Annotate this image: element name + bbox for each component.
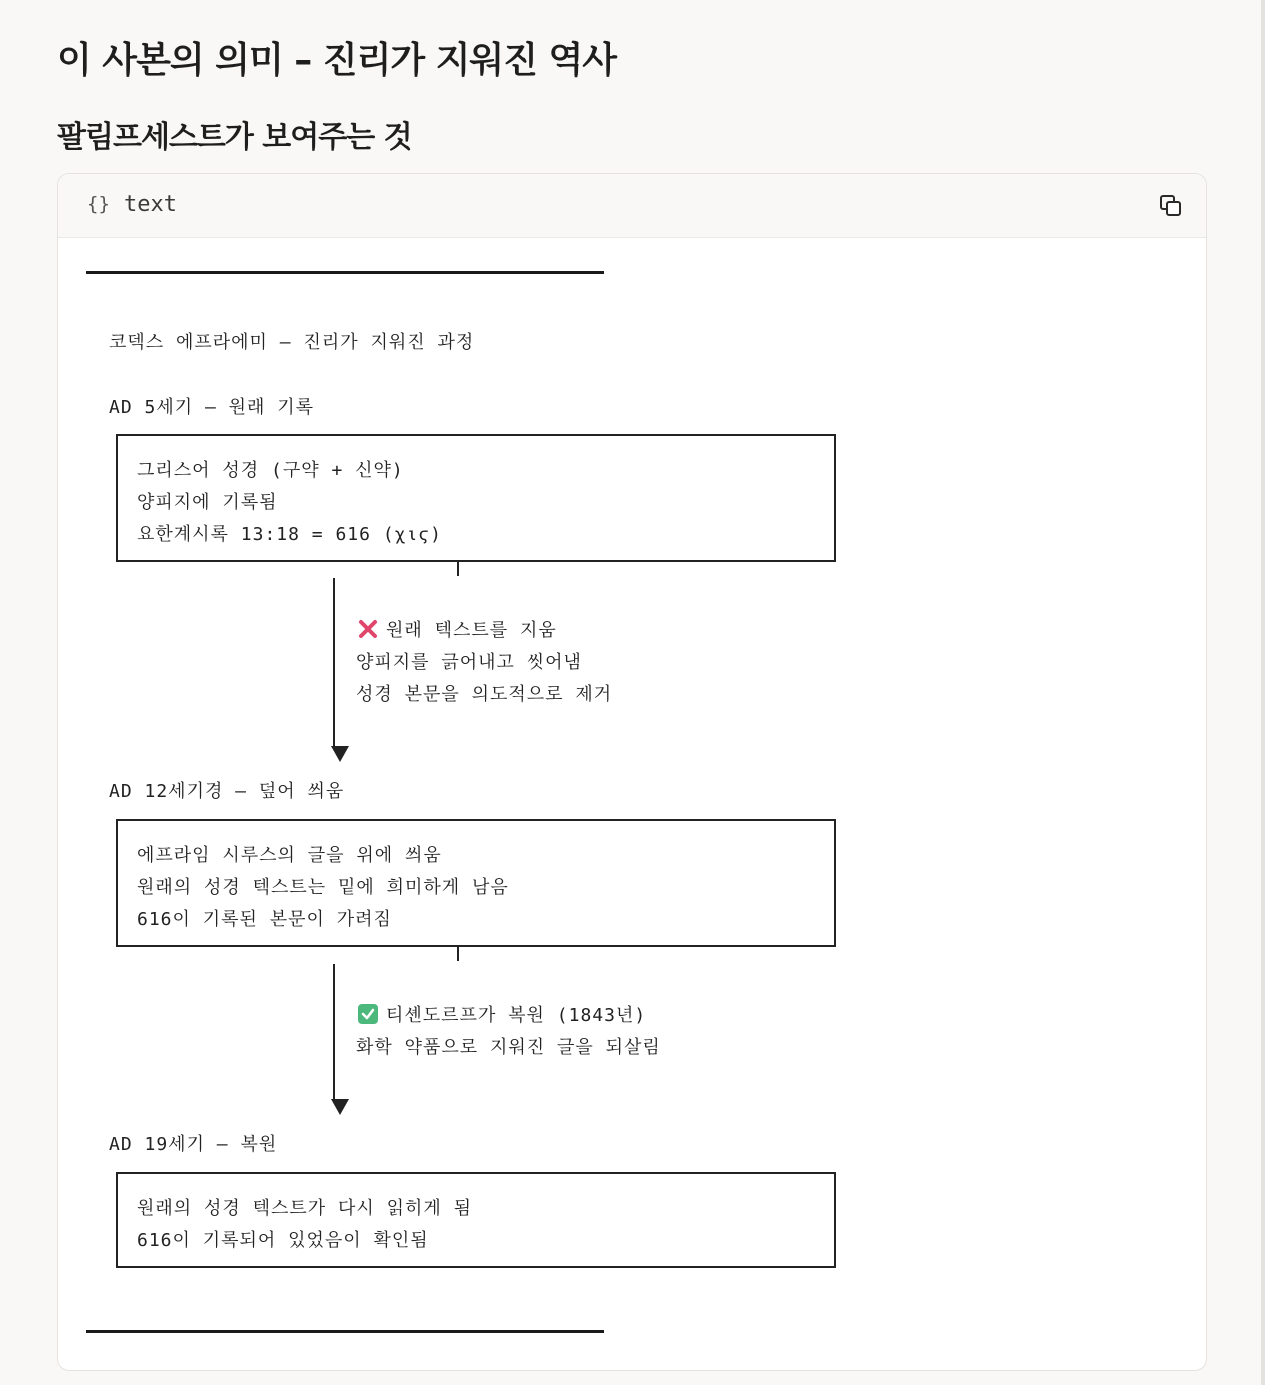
copy-icon: [1158, 193, 1184, 219]
box-connector-tick: [457, 947, 459, 961]
stage2-line: 616이 기록된 본문이 가려짐: [137, 909, 392, 930]
flow-arrow-line: [333, 964, 335, 1099]
stage2-label: AD 12세기경 – 덮어 씌움: [109, 781, 345, 802]
top-divider-line: [86, 271, 604, 274]
code-block-header: [58, 174, 1206, 238]
transition1-line: 성경 본문을 의도적으로 제거: [356, 684, 613, 705]
transition1-line: 원래 텍스트를 지움: [358, 616, 557, 642]
transition1-line: 양피지를 긁어내고 씻어냄: [356, 652, 582, 673]
down-arrow-icon: [331, 746, 349, 762]
flow-arrow-line: [333, 578, 335, 746]
code-content: [58, 238, 1206, 1371]
window-right-edge: [1261, 0, 1265, 1385]
stage2-line: 원래의 성경 텍스트는 밑에 희미하게 남음: [137, 877, 509, 898]
down-arrow-icon: [331, 1099, 349, 1115]
stage2-line: 에프라임 시루스의 글을 위에 씌움: [137, 845, 442, 866]
code-braces-icon: {}: [87, 193, 110, 215]
transition2-line: 티셴도르프가 복원 (1843년): [358, 1001, 646, 1027]
stage3-box: [116, 1172, 836, 1268]
transition2-line: 화학 약품으로 지워진 글을 되살림: [356, 1037, 661, 1058]
stage3-line: 원래의 성경 텍스트가 다시 읽히게 됨: [137, 1198, 473, 1219]
stage1-line: 양피지에 기록됨: [137, 492, 278, 513]
bottom-divider-line: [86, 1330, 604, 1333]
code-block: [57, 173, 1207, 1371]
stage3-line: 616이 기록되어 있었음이 확인됨: [137, 1230, 429, 1251]
stage1-label: AD 5세기 – 원래 기록: [109, 397, 315, 418]
check-mark-icon: [358, 1004, 378, 1024]
copy-button[interactable]: [1158, 193, 1184, 219]
box-connector-tick: [457, 562, 459, 576]
cross-mark-icon: [358, 619, 378, 639]
stage3-label: AD 19세기 – 복원: [109, 1134, 278, 1155]
code-language-label: text: [124, 192, 177, 217]
stage1-line: 그리스어 성경 (구약 + 신약): [137, 460, 404, 481]
page-title: 이 사본의 의미 – 진리가 지워진 역사: [57, 40, 617, 81]
section-subtitle: 팔림프세스트가 보여주는 것: [57, 120, 412, 155]
diagram-heading: 코덱스 에프라에미 – 진리가 지워진 과정: [109, 332, 475, 353]
stage1-line: 요한계시록 13:18 = 616 (χιϛ): [137, 524, 443, 545]
